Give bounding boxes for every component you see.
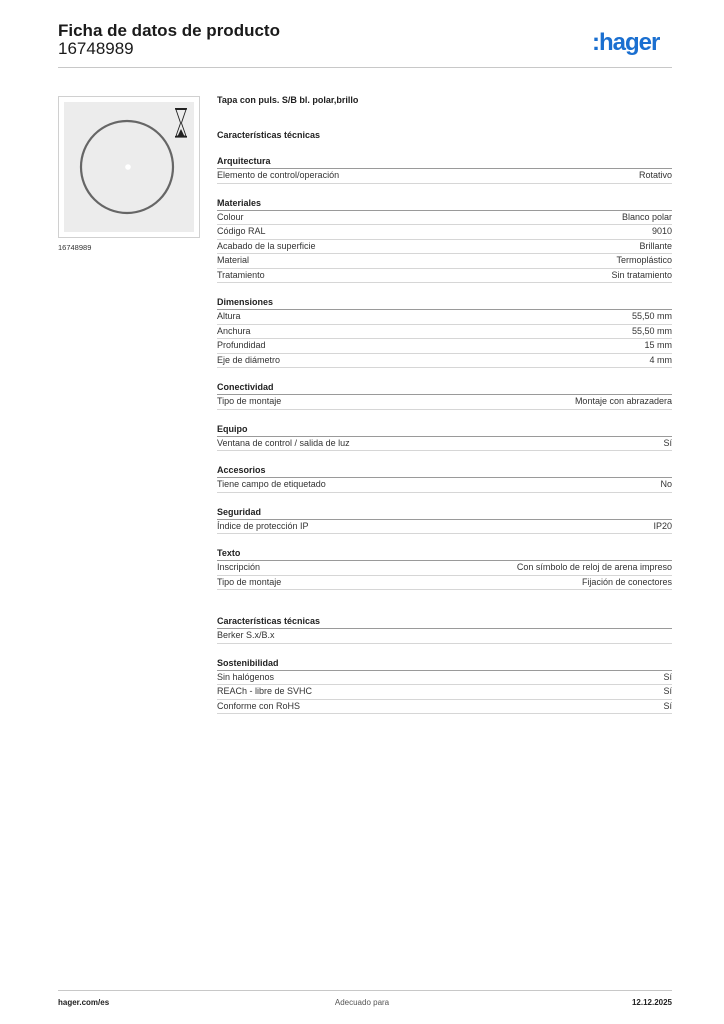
product-number: 16748989: [58, 39, 134, 58]
page-title: Ficha de datos de producto: [58, 21, 280, 40]
spec-row: [217, 395, 672, 410]
spec-label: Profundidad: [217, 340, 266, 350]
spec-label: Altura: [217, 311, 241, 321]
spec-row: [217, 478, 672, 493]
section-title: Dimensiones: [217, 296, 672, 310]
spec-row: [217, 354, 672, 369]
footer-link[interactable]: hager.com/es: [58, 998, 110, 1007]
product-details: [217, 94, 672, 727]
section-title: Seguridad: [217, 506, 672, 520]
spec-label: Tratamiento: [217, 269, 265, 280]
extra-sections: [217, 615, 672, 714]
spec-row: [217, 685, 672, 700]
product-image: [58, 96, 200, 238]
tech-heading: Características técnicas: [217, 130, 321, 140]
spec-row: [217, 225, 672, 240]
spec-value: 4 mm: [649, 354, 672, 365]
spec-label: Berker S.x/B.x: [217, 630, 275, 640]
spec-value: 15 mm: [644, 340, 672, 350]
spec-row: [217, 211, 672, 226]
spec-value: Rotativo: [638, 170, 672, 180]
section-title: Características técnicas: [217, 615, 672, 629]
section-title: Accesorios: [217, 464, 672, 478]
spec-row: [217, 310, 672, 325]
spec-value: Sí: [663, 671, 672, 682]
section-title: Texto: [217, 547, 672, 561]
spec-row: [217, 671, 672, 686]
spec-row: [217, 576, 672, 591]
cover-plate-drawing: [64, 102, 194, 232]
spec-section: [217, 155, 672, 184]
hager-logo: [592, 28, 674, 56]
spec-label: Tipo de montaje: [217, 396, 282, 406]
spec-row: [217, 700, 672, 715]
spec-section: [217, 547, 672, 590]
product-name: Tapa con puls. S/B bl. polar,brillo: [217, 95, 359, 105]
spec-section: [217, 197, 672, 284]
spec-value: Sí: [663, 700, 672, 711]
spec-sections: [217, 155, 672, 590]
section-gap: [217, 603, 672, 615]
light-outlet: [125, 164, 131, 170]
spec-label: Tiene campo de etiquetado: [217, 479, 326, 489]
spec-value: Fijación de conectores: [581, 576, 672, 587]
spec-section: [217, 381, 672, 410]
spec-row: [217, 269, 672, 284]
spec-row: [217, 169, 672, 184]
section-title: Equipo: [217, 423, 672, 437]
section-title: Arquitectura: [217, 155, 672, 169]
spec-row: [217, 325, 672, 340]
footer-date: 12.12.2025: [631, 998, 672, 1007]
spec-section: [217, 296, 672, 368]
spec-value: Montaje con abrazadera: [574, 396, 672, 406]
hourglass-icon: [175, 108, 187, 138]
footer-note: Adecuado para: [334, 998, 390, 1007]
spec-label: Inscripción: [217, 562, 261, 572]
spec-section: [217, 423, 672, 452]
spec-value: Brillante: [639, 240, 672, 251]
spec-value: 55,50 mm: [631, 325, 672, 336]
spec-label: REACh - libre de SVHC: [217, 686, 313, 696]
spec-label: Colour: [217, 211, 244, 222]
section-title: Conectividad: [217, 381, 672, 395]
spec-label: Índice de protección IP: [217, 520, 309, 531]
footer-divider: [58, 990, 672, 991]
image-caption: 16748989: [58, 243, 92, 252]
spec-label: Conforme con RoHS: [217, 700, 301, 711]
spec-value: 55,50 mm: [631, 311, 672, 321]
spec-value: Termoplástico: [616, 255, 672, 265]
section-title: Sostenibilidad: [217, 657, 672, 671]
spec-label: Código RAL: [217, 226, 266, 236]
spec-label: Eje de diámetro: [217, 354, 281, 365]
spec-value: Sí: [663, 437, 672, 448]
spec-value: Blanco polar: [621, 211, 672, 222]
spec-value: Sí: [663, 686, 672, 696]
spec-row: [217, 339, 672, 354]
spec-row: [217, 437, 672, 452]
section-title: Materiales: [217, 197, 672, 211]
spec-value: 9010: [651, 226, 672, 236]
spec-section: [217, 657, 672, 715]
spec-section: [217, 506, 672, 535]
header-divider: [58, 67, 672, 68]
logo-text: :hager: [592, 29, 660, 56]
spec-row: [217, 520, 672, 535]
spec-row: [217, 254, 672, 269]
spec-label: Sin halógenos: [217, 671, 275, 682]
spec-section: [217, 615, 672, 644]
spec-section: [217, 464, 672, 493]
spec-label: Ventana de control / salida de luz: [217, 437, 350, 448]
spec-value: Sin tratamiento: [611, 269, 672, 280]
cover-plate: [64, 102, 194, 232]
spec-value: IP20: [653, 520, 672, 531]
spec-row: [217, 561, 672, 576]
spec-label: Acabado de la superficie: [217, 240, 316, 251]
spec-value: Con símbolo de reloj de arena impreso: [516, 562, 672, 572]
spec-label: Tipo de montaje: [217, 576, 282, 587]
spec-row: [217, 629, 672, 644]
spec-label: Elemento de control/operación: [217, 170, 340, 180]
spec-label: Material: [217, 255, 250, 265]
spec-value: No: [660, 479, 672, 489]
spec-row: [217, 240, 672, 255]
spec-label: Anchura: [217, 325, 251, 336]
